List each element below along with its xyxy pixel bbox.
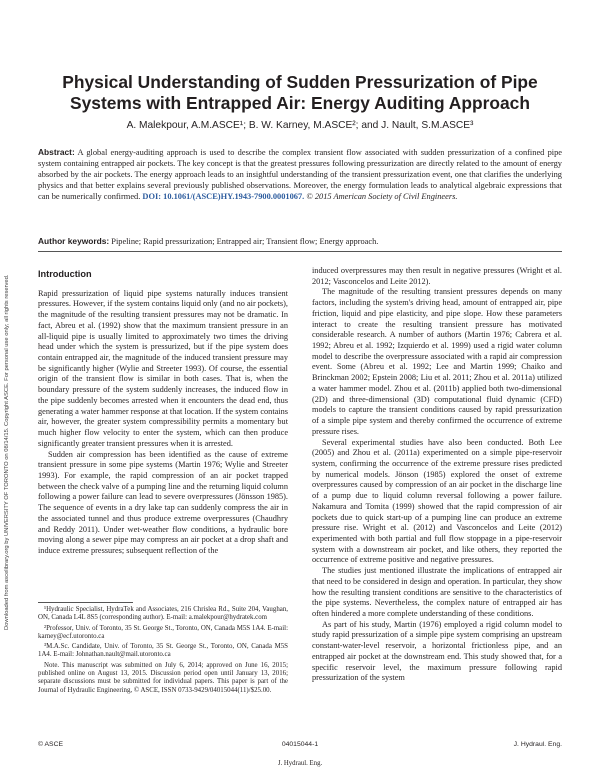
left-paragraph: Rapid pressurization of liquid pipe systems naturally induces transient pressures. However, if the system contains liquid only (and no air pockets), the magnitude of the resulting transient pressures may not be dramatic. In fact, Abreu et al. (1992) show that the maximum transient pressure in an all-liquid pipe is usually limited to approximately two times the driving head under which the system is pressurized, but if the pipe system does contain entrapped air, the magnitude of the induced transient pressure may be significantly higher (Wylie and Streeter 1993). Of course, the essential origin of the transient flow is similar in both cases. That is, when the boundary pressure of the system suddenly increases, the induced flow in the pipe suddenly becomes arrested when it encounters the dead end, thus generating a water hammer response at that location. If the system contains air, however, the greater system compressibility permits a momentary but much higher flow velocity to enter the system, which can then produce significantly greater transient pressures when it is arrested. <box>38 288 288 448</box>
footnote: ¹Hydraulic Specialist, HydraTek and Associates, 216 Chrislea Rd., Suite 204, Vaughan, ON, Canada L4L 8S5 (corresponding author). E-mail: a.malekpour@hydratek.com <box>38 606 288 622</box>
keywords-block <box>38 236 562 248</box>
keywords-label: Author keywords: <box>38 236 110 246</box>
right-paragraph: Several experimental studies have also been conducted. Both Lee (2005) and Zhou et al. (2011a) experimented on a simple pipe-reservoir system, confirming the occurrence of the extreme pressure rises predicted by numerical models. Jönson (1985) explored the onset of extreme overpressures caused by compression of an air pocket in the discharge line of a pump due to liquid column reversal following a power failure. Nakamura and Tomita (1999) showed that the rapid compression of air pockets due to quick start-up of a pumping line can produce an extreme pressure rise. Wright et al. (2012) and Vasconcelos and Leite (2012) experimented with both partial and full flow stoppage in a pipe-reservoir system with a downstream air pocket, and like others, they reported the occurrence of extreme positive and negative pressures. <box>312 437 562 565</box>
download-watermark-text: Downloaded from ascelibrary.org by UNIVERSITY OF TORONTO on 08/14/15. Copyright ASCE. For personal use only; all rights reserved. <box>4 274 10 630</box>
left-column <box>38 269 288 557</box>
bottom-journal-label: J. Hydraul. Eng. <box>277 760 323 767</box>
footer-publisher: © ASCE <box>38 741 64 748</box>
footer-page-id: 04015044-1 <box>281 741 319 748</box>
right-column <box>312 266 562 684</box>
footnote: Note. This manuscript was submitted on July 6, 2014; approved on June 16, 2015; published online on August 13, 2015. Discussion period open until January 13, 2016; separate discussions must be submitted for individual papers. This paper is part of the Journal of Hydraulic Engineering, © ASCE, ISSN 0733-9429/04015044(11)/$25.00. <box>38 661 288 694</box>
right-paragraph: induced overpressures may then result in negative pressures (Wright et al. 2012; Vasconcelos and Leite 2012). <box>312 266 562 286</box>
footnotes <box>38 606 288 697</box>
right-paragraph: The magnitude of the resulting transient pressures depends on many factors, including the system's driving head, amount of entrapped air, pipe friction, liquid and pipe elasticity, and pipe slope. How these parameters interact to create the resulting transient pressure has motivated considerable research. A number of authors (Martin 1976; Cabrera et al. 1992; Abreu et al. 1992; Izquierdo et al. 1999) used a rigid water column model to describe the overpressure associated with a rapid air compression event. Some (Abreu et al. 1992; Lee and Martin 1999; Chaiko and Brinckman 2002; Epstein 2008; Liu et al. 2011; Zhou et al. 2011a) utilized a water hammer model. Zhou et al. (2011b) applied both two-dimensional (2D) and three-dimensional (3D) computational fluid dynamic (CFD) models to capture the transient conditions caused by rapid pressurization of a simple pipe system and thereby confirmed the occurrence of extreme pressure rises. <box>312 287 562 436</box>
footnote: ²Professor, Univ. of Toronto, 35 St. George St., Toronto, ON, Canada M5S 1A4. E-mail: karney@ecf.utoronto.ca <box>38 624 288 640</box>
right-paragraph: As part of his study, Martin (1976) employed a rigid column model to study rapid pressurization of a simple pipe system comprising an upstream constant-water-level reservoir, a horizontal frictionless pipe, and an entrapped air pocket at the downstream end. This study showed that, for a specific reservoir level, the maximum pressure following rapid pressurization of the system <box>312 619 562 683</box>
copyright-notice: © 2015 American Society of Civil Engineers. <box>304 191 458 201</box>
footnote: ³M.A.Sc. Candidate, Univ. of Toronto, 35 St. George St., Toronto, ON, Canada M5S 1A4. E-mail: Johnathan.nault@mail.utoronto.ca <box>38 643 288 659</box>
abstract-text: A global energy-auditing approach is used to describe the complex transient flow associated with sudden pressurization of a confined pipe system containing entrapped air pockets. The key concept is that the greatest pressures following pressurization are directly related to the amount of energy absorbed by the air pockets. The energy approach leads to an insightful understanding of the transient pressurization event, one that clarifies the underlying physics and that better explains several previously published observations. Moreover, the energy formulation leads to analytical algebraic expressions that can be numerically confirmed. <box>38 148 562 201</box>
abstract-label: Abstract: <box>38 147 75 157</box>
left-paragraph: Sudden air compression has been identified as the cause of extreme transient pressure in some pipe systems (Martin 1976; Wylie and Streeter 1993). For example, the rapid compression of an air pocket trapped between the check valve of a pumping line and the returning liquid column following a power failure can lead to severe overpressures (Jönsson 1985). The sequence of events in a dry lake tap can suddenly compress the air in the associated tunnel and thus produce extreme overpressures (Chaudhry and Reddy 2011). Under wet-weather flow conditions, a hydraulic bore moving along a sewer pipe may compress an air pocket at a drop shaft and induce extreme pressures; subsequent reflection of the <box>38 449 288 555</box>
abstract-block <box>38 147 562 203</box>
paper-title: Physical Understanding of Sudden Pressurization of Pipe Systems with Entrapped Air: Energy Auditing Approach <box>62 72 538 113</box>
right-paragraph: The studies just mentioned illustrate the implications of entrapped air that need to be considered in design and operation. In particular, they show how the resulting transient conditions are sensitive to the characteristics of the pipe systems. Nevertheless, the complex nature of entrapped air has often hindered a more complete understanding of these conditions. <box>312 566 562 618</box>
section-divider <box>38 251 562 252</box>
footer-journal: J. Hydraul. Eng. <box>513 741 562 748</box>
footnote-divider <box>38 602 133 603</box>
introduction-heading: Introduction <box>38 269 92 279</box>
doi-link[interactable]: DOI: 10.1061/(ASCE)HY.1943-7900.0001067. <box>140 191 305 201</box>
download-watermark <box>4 160 14 630</box>
author-list: A. Malekpour, A.M.ASCE¹; B. W. Karney, M.ASCE²; and J. Nault, S.M.ASCE³ <box>126 120 474 131</box>
keywords-text: Pipeline; Rapid pressurization; Entrapped air; Transient flow; Energy approach. <box>109 237 379 246</box>
